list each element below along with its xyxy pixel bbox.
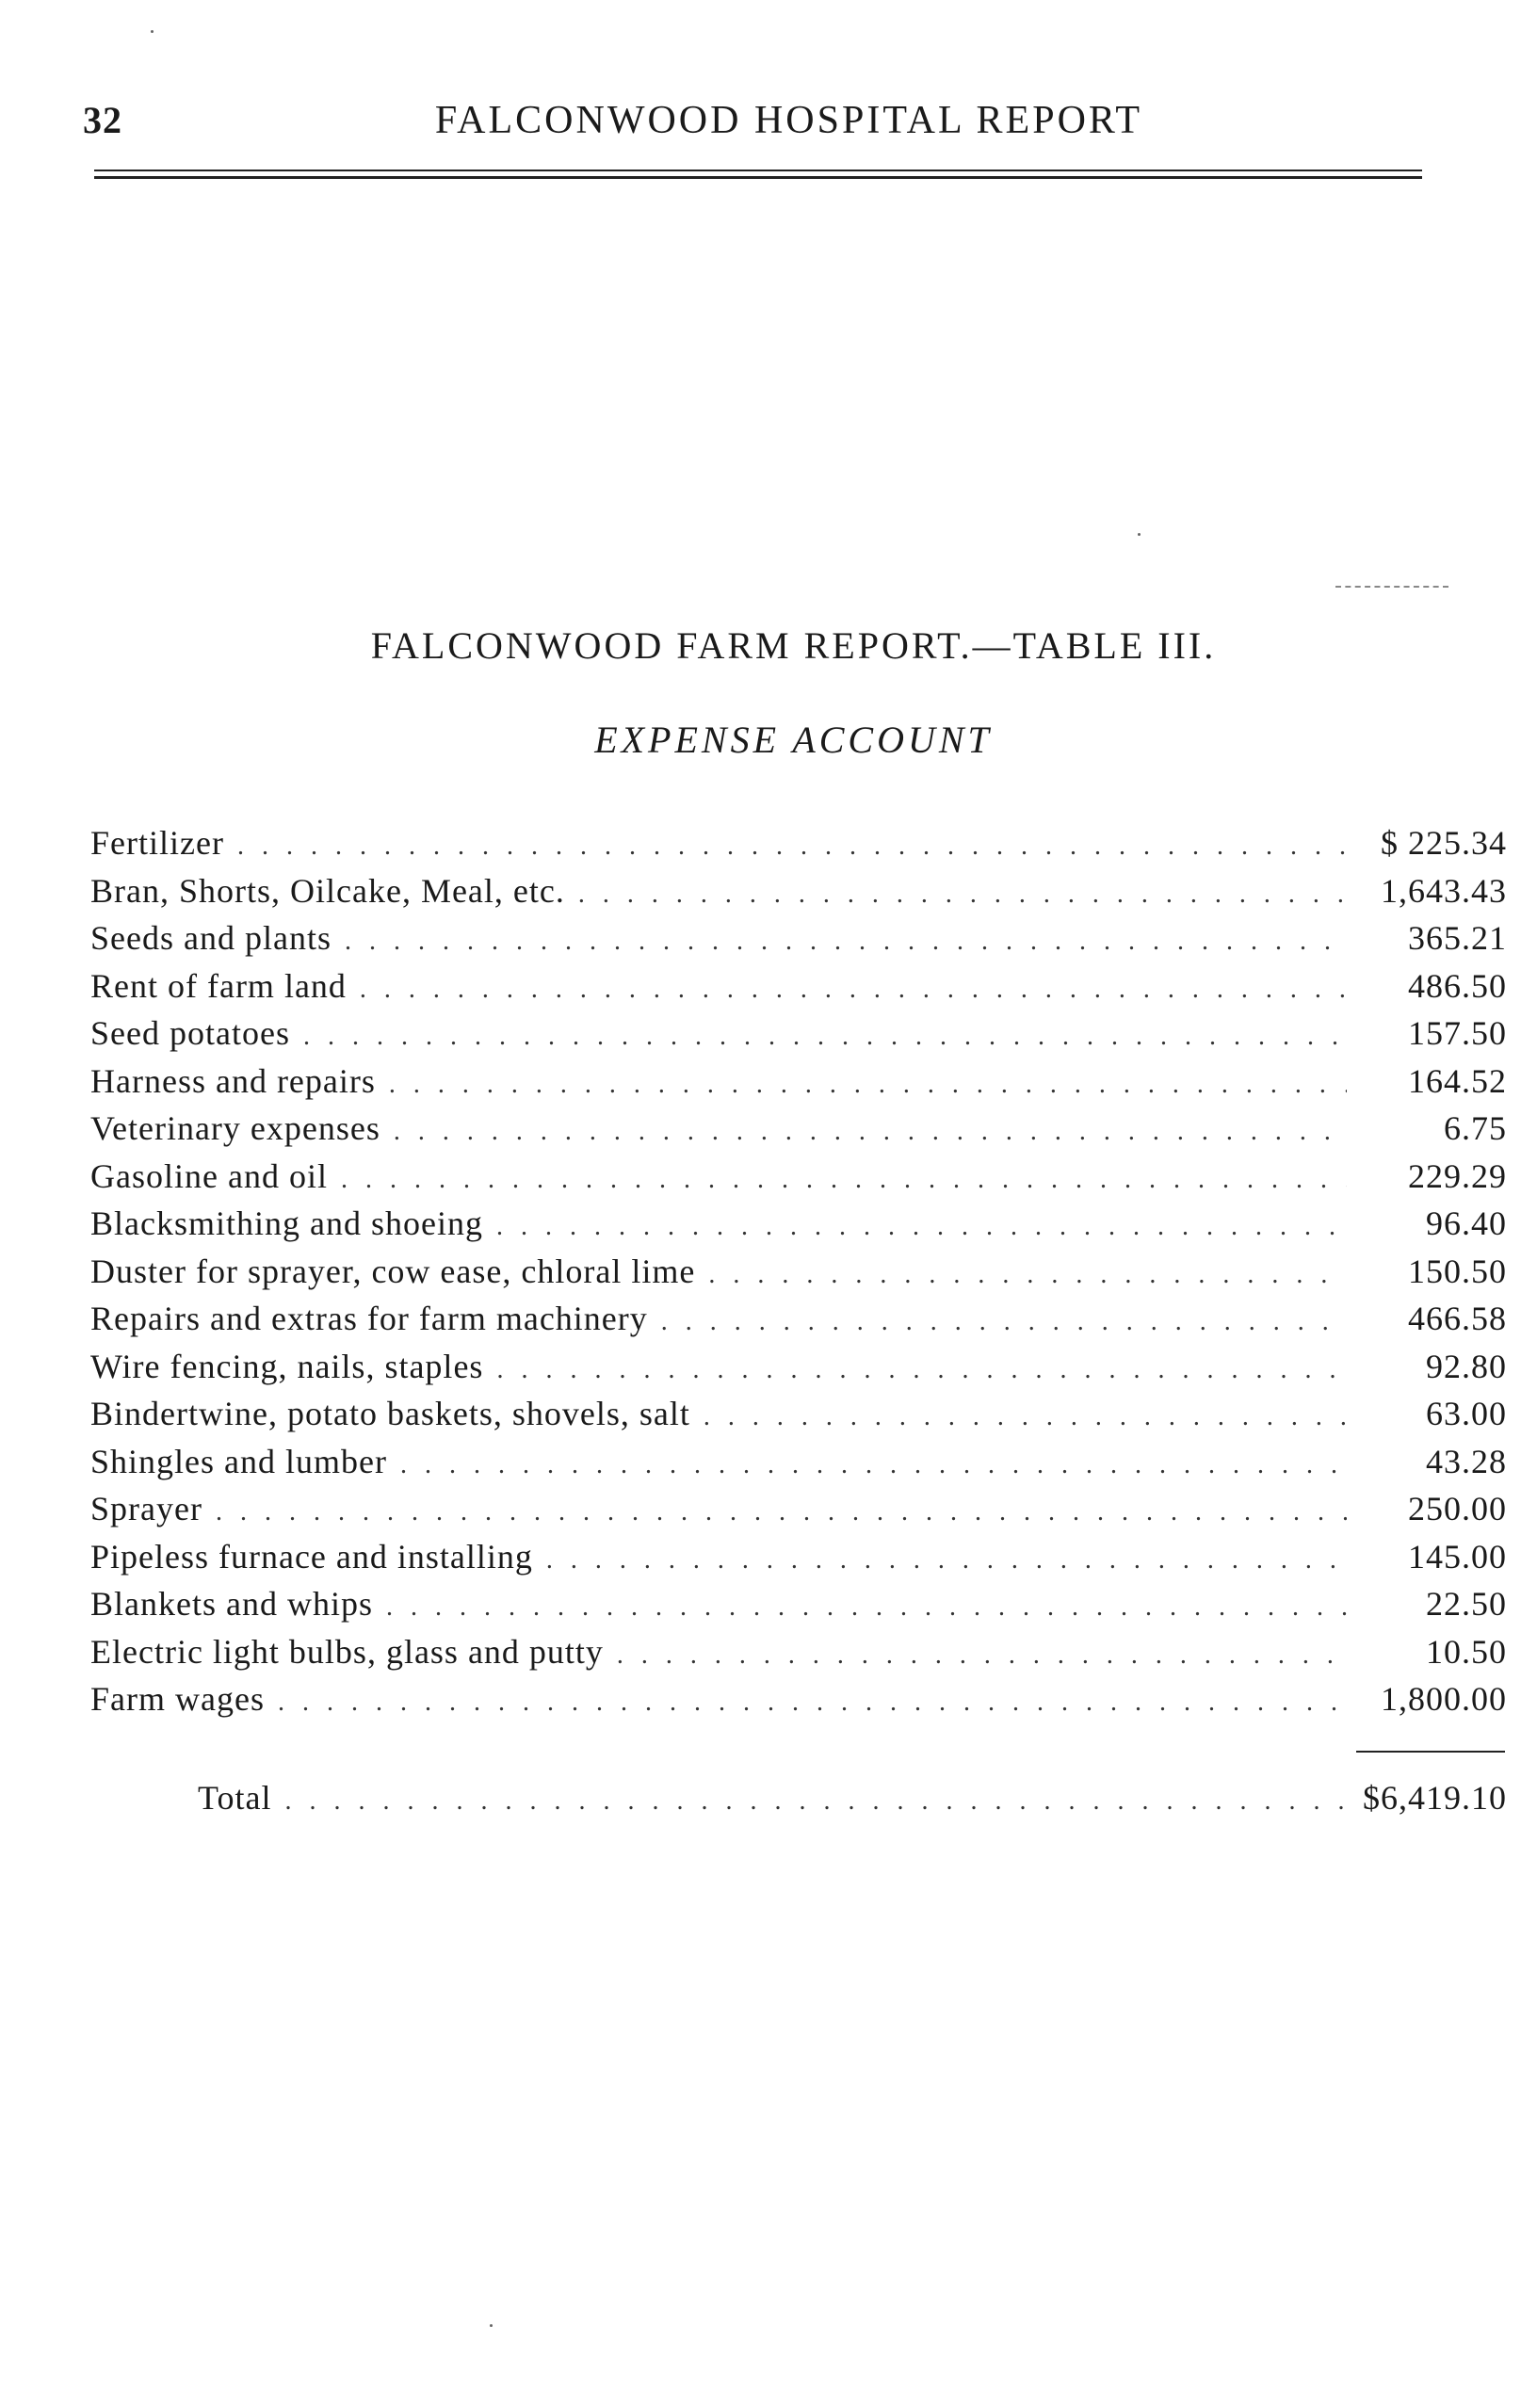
- dot-leader: [341, 1156, 1347, 1204]
- expense-amount: $ 225.34: [1381, 824, 1507, 862]
- expense-amount: 1,643.43: [1381, 871, 1507, 910]
- dot-leader: [386, 1584, 1347, 1631]
- dot-leader: [704, 1394, 1347, 1441]
- expense-label: Seed potatoes: [90, 1014, 290, 1052]
- expense-amount: 466.58: [1408, 1300, 1507, 1337]
- expense-amount: 150.50: [1408, 1252, 1507, 1290]
- total-row: [198, 1774, 1507, 1825]
- expense-row: [90, 1438, 1507, 1486]
- expense-label: Sprayer: [90, 1490, 202, 1527]
- expense-label: Blankets and whips: [90, 1585, 373, 1623]
- dot-leader: [496, 1347, 1347, 1394]
- dot-leader: [389, 1061, 1347, 1108]
- expense-amount: 92.80: [1426, 1347, 1507, 1385]
- expense-label: Harness and repairs: [90, 1061, 376, 1100]
- dot-leader: [360, 966, 1347, 1013]
- speck: [490, 2324, 493, 2327]
- total-rule: [1356, 1751, 1505, 1753]
- expense-row: [90, 1010, 1507, 1058]
- expense-label: Veterinary expenses: [90, 1109, 380, 1147]
- expense-row: [90, 1675, 1507, 1723]
- expense-label: Electric light bulbs, glass and putty: [90, 1632, 604, 1671]
- expense-row: [90, 914, 1507, 962]
- expense-label: Gasoline and oil: [90, 1156, 328, 1195]
- expense-amount: 22.50: [1426, 1585, 1507, 1623]
- expense-row: [90, 1628, 1507, 1676]
- expense-row: [90, 1343, 1507, 1391]
- expense-amount: 1,800.00: [1381, 1680, 1507, 1718]
- expense-row: [90, 1295, 1507, 1343]
- expense-row: [90, 1580, 1507, 1628]
- header-rule: [94, 170, 1422, 171]
- dot-leader: [546, 1537, 1347, 1584]
- dot-leader: [237, 823, 1347, 870]
- expense-amount: 365.21: [1408, 919, 1507, 957]
- running-head: FALCONWOOD HOSPITAL REPORT: [434, 99, 1143, 142]
- header-rule-double: [94, 176, 1422, 179]
- expense-row: [90, 1390, 1507, 1438]
- expense-row: [90, 1248, 1507, 1296]
- expense-label: Blacksmithing and shoeing: [90, 1204, 483, 1242]
- page-number: 32: [83, 99, 122, 141]
- expense-row: [90, 1058, 1507, 1106]
- expense-amount: 145.00: [1408, 1537, 1507, 1576]
- speck: [1138, 533, 1141, 536]
- table-title: FALCONWOOD FARM REPORT.—TABLE III.: [370, 624, 1217, 667]
- expense-label: Repairs and extras for farm machinery: [90, 1300, 648, 1337]
- expense-row: [90, 1485, 1507, 1533]
- dot-leader: [394, 1108, 1347, 1156]
- dot-leader: [400, 1442, 1347, 1489]
- dot-leader: [303, 1013, 1347, 1060]
- expense-label: Fertilizer: [90, 824, 224, 862]
- scan-mark: [1335, 586, 1448, 588]
- dot-leader: [284, 1778, 1347, 1825]
- dot-leader: [661, 1299, 1347, 1346]
- expense-row: [90, 1105, 1507, 1153]
- expense-label: Duster for sprayer, cow ease, chloral lime: [90, 1252, 696, 1290]
- expense-row: [90, 1533, 1507, 1581]
- dot-leader: [617, 1632, 1347, 1679]
- expense-label: Shingles and lumber: [90, 1442, 387, 1480]
- expense-amount: 157.50: [1408, 1014, 1507, 1052]
- expense-amount: 164.52: [1408, 1061, 1507, 1100]
- speck: [151, 30, 154, 33]
- expense-row: [90, 962, 1507, 1010]
- total-label: Total: [198, 1779, 272, 1817]
- dot-leader: [496, 1204, 1347, 1251]
- dot-leader: [216, 1489, 1347, 1536]
- dot-leader: [578, 871, 1347, 918]
- expense-amount: 43.28: [1426, 1442, 1507, 1480]
- expense-label: Rent of farm land: [90, 966, 347, 1005]
- dot-leader: [708, 1252, 1347, 1299]
- expense-row: [90, 1200, 1507, 1248]
- expense-amount: 96.40: [1426, 1204, 1507, 1242]
- dot-leader: [278, 1679, 1347, 1726]
- expense-list: [90, 819, 1507, 1723]
- expense-amount: 229.29: [1408, 1156, 1507, 1195]
- dot-leader: [345, 918, 1347, 965]
- expense-label: Bindertwine, potato baskets, shovels, salt: [90, 1395, 690, 1432]
- expense-row: [90, 1153, 1507, 1201]
- expense-amount: 250.00: [1408, 1490, 1507, 1527]
- expense-row: [90, 867, 1507, 915]
- expense-label: Farm wages: [90, 1680, 265, 1718]
- expense-amount: 10.50: [1426, 1632, 1507, 1671]
- expense-label: Pipeless furnace and installing: [90, 1537, 533, 1576]
- expense-amount: 6.75: [1444, 1109, 1507, 1147]
- expense-label: Wire fencing, nails, staples: [90, 1347, 484, 1385]
- expense-amount: 63.00: [1426, 1395, 1507, 1432]
- expense-row: [90, 819, 1507, 867]
- expense-label: Bran, Shorts, Oilcake, Meal, etc.: [90, 871, 565, 910]
- table-subtitle: EXPENSE ACCOUNT: [594, 719, 993, 761]
- expense-amount: 486.50: [1408, 966, 1507, 1005]
- total-amount: $6,419.10: [1363, 1779, 1507, 1817]
- expense-label: Seeds and plants: [90, 919, 332, 957]
